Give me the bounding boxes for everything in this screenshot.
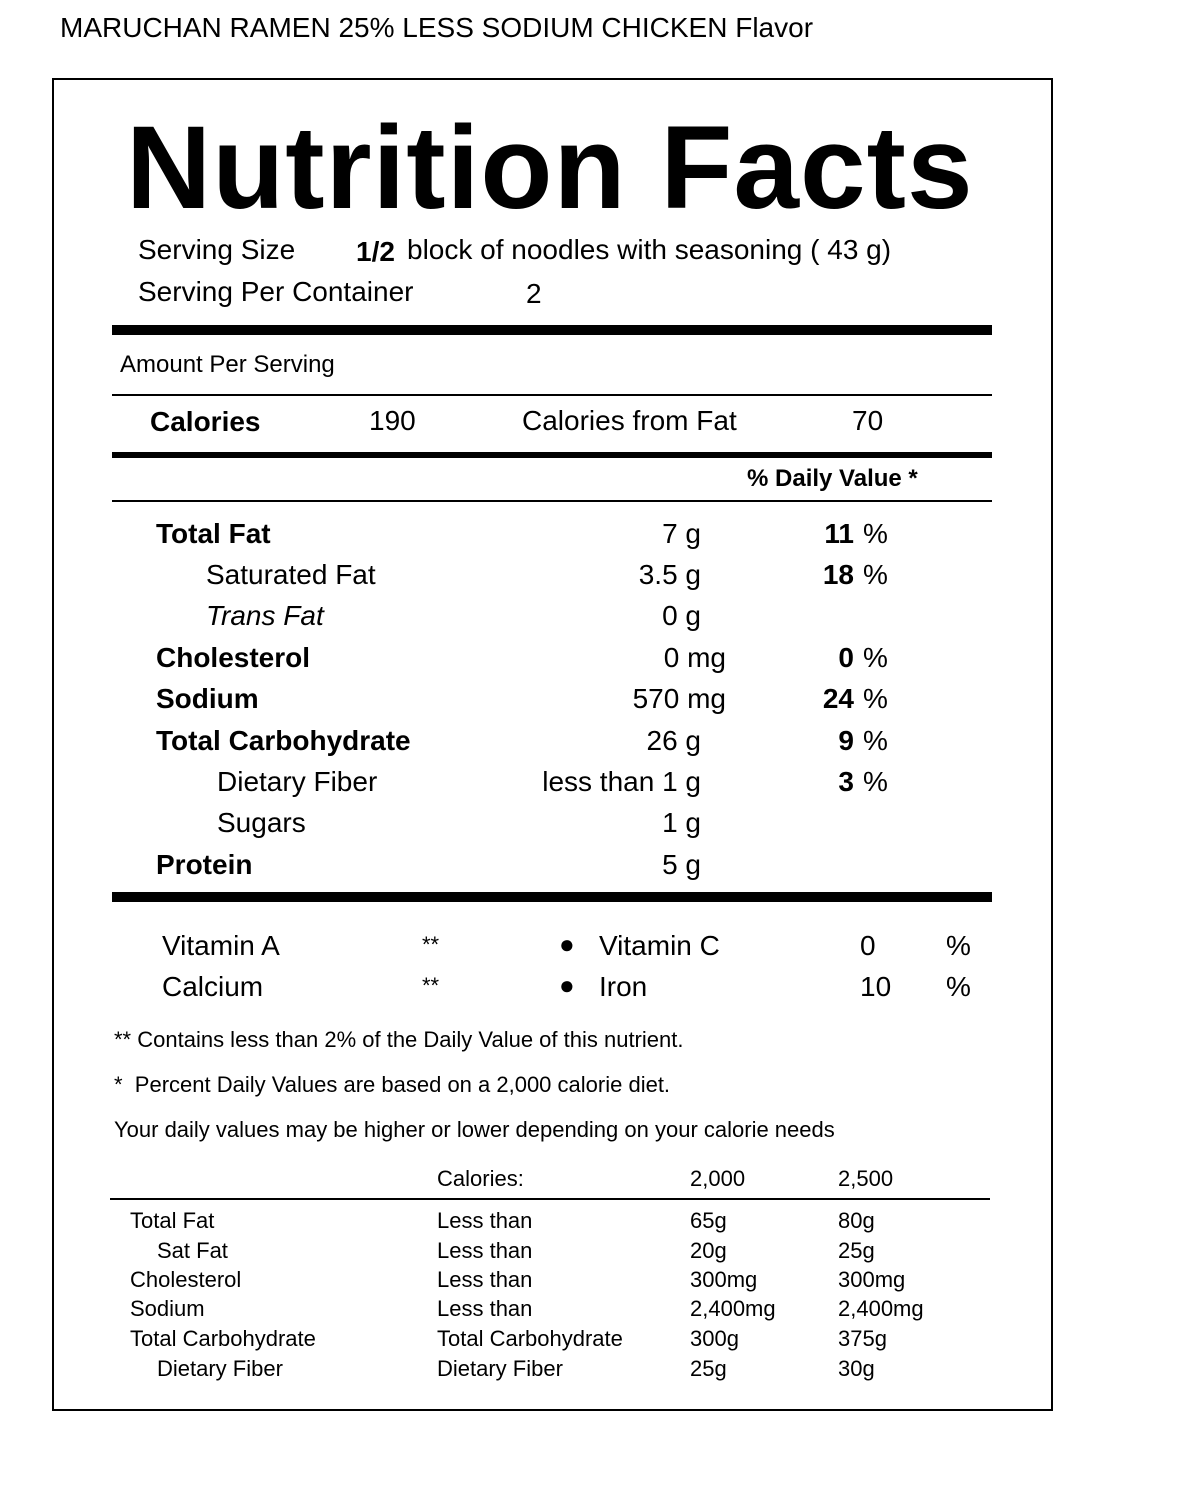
nutrient-name: Saturated Fat xyxy=(206,559,376,590)
nutrient-dv: 0 xyxy=(838,642,854,673)
ref-cell: 2,400mg xyxy=(690,1296,776,1321)
servings-per-container-label: Serving Per Container xyxy=(138,276,414,307)
servings-per-container-value: 2 xyxy=(526,278,542,309)
ref-cell: Less than xyxy=(437,1238,533,1263)
calories-value: 190 xyxy=(369,405,416,436)
serving-size-desc: block of noodles with seasoning ( 43 g) xyxy=(407,234,892,265)
ref-cell: 300mg xyxy=(690,1267,758,1292)
nutrient-amount: 26 g xyxy=(646,725,701,756)
ref-cell: Cholesterol xyxy=(130,1267,242,1292)
nutrient-dv: 11 xyxy=(824,518,854,549)
nutrient-name: Total Carbohydrate xyxy=(156,725,411,756)
ref-cell: 25g xyxy=(690,1356,727,1381)
thick-divider-2 xyxy=(112,892,992,902)
nutrient-amount: 570 mg xyxy=(632,683,726,714)
nutrient-amount: 0 g xyxy=(662,600,701,631)
nutrient-amount: 5 g xyxy=(662,849,701,880)
nutrient-dv-pct: % xyxy=(863,683,888,714)
calories-from-fat-label: Calories from Fat xyxy=(522,405,737,436)
thin-divider-1 xyxy=(112,394,992,396)
vitamin-left-value: ** xyxy=(422,932,440,957)
ref-cell: 300mg xyxy=(838,1267,906,1292)
ref-cell: 20g xyxy=(690,1238,727,1263)
nutrient-amount: less than 1 g xyxy=(542,766,701,797)
footnote: ** Contains less than 2% of the Daily Value of this nutrient. xyxy=(114,1027,684,1052)
vitamin-right-pct: % xyxy=(946,971,971,1002)
nutrient-name: Protein xyxy=(156,849,253,880)
calories-label: Calories xyxy=(150,406,261,437)
vitamin-right-value: 0 xyxy=(860,930,876,961)
footnote: Your daily values may be higher or lower depending on your calorie needs xyxy=(114,1117,835,1142)
nutrient-dv-pct: % xyxy=(863,642,888,673)
daily-value-header: % Daily Value * xyxy=(747,465,918,492)
ref-cell: Dietary Fiber xyxy=(157,1356,283,1381)
ref-cell: Total Carbohydrate xyxy=(130,1326,316,1351)
nutrient-dv: 18 xyxy=(822,559,854,590)
ref-cell: 65g xyxy=(690,1208,727,1233)
vitamin-left-value: ** xyxy=(422,973,440,998)
nutrition-facts-title: Nutrition Facts xyxy=(126,102,974,234)
vitamin-left-name: Calcium xyxy=(162,971,264,1002)
ref-cell: Total Carbohydrate xyxy=(437,1326,623,1351)
ref-cell: 80g xyxy=(838,1208,875,1233)
vitamin-right-pct: % xyxy=(946,930,971,961)
ref-cell: Dietary Fiber xyxy=(437,1356,563,1381)
thick-divider-1 xyxy=(112,325,992,335)
mid-divider-1 xyxy=(112,452,992,458)
ref-cell: 30g xyxy=(838,1356,875,1381)
nutrient-dv: 3 xyxy=(838,766,854,797)
ref-header: Calories: xyxy=(437,1166,524,1191)
nutrient-amount: 7 g xyxy=(662,518,701,549)
nutrient-amount: 1 g xyxy=(662,807,701,838)
nutrient-amount: 0 mg xyxy=(663,642,726,673)
ref-cell: Sat Fat xyxy=(157,1238,228,1263)
calories-from-fat-value: 70 xyxy=(852,405,884,436)
nutrient-name: Cholesterol xyxy=(156,642,311,673)
ref-cell: Less than xyxy=(437,1267,533,1292)
amount-per-serving: Amount Per Serving xyxy=(120,351,335,378)
ref-cell: 300g xyxy=(690,1326,739,1351)
ref-cell: 2,400mg xyxy=(838,1296,924,1321)
nutrient-dv: 24 xyxy=(822,683,854,714)
ref-table-divider xyxy=(110,1198,990,1200)
nutrient-name: Sugars xyxy=(217,807,306,838)
nutrient-name: Sodium xyxy=(156,683,259,714)
nutrient-dv-pct: % xyxy=(863,559,888,590)
ref-cell: Less than xyxy=(437,1208,533,1233)
ref-header: 2,500 xyxy=(838,1166,894,1191)
ref-cell: 375g xyxy=(838,1326,887,1351)
serving-size-amount: 1/2 xyxy=(356,236,395,267)
nutrient-amount: 3.5 g xyxy=(638,559,701,590)
bullet-icon: ● xyxy=(559,970,575,1000)
nutrient-name: Total Fat xyxy=(156,518,271,549)
ref-cell: 25g xyxy=(838,1238,875,1263)
vitamin-right-name: Vitamin C xyxy=(599,930,720,961)
vitamin-left-name: Vitamin A xyxy=(162,930,280,961)
nutrient-dv-pct: % xyxy=(863,725,888,756)
ref-cell: Total Fat xyxy=(130,1208,215,1233)
bullet-icon: ● xyxy=(559,929,575,959)
ref-cell: Less than xyxy=(437,1296,533,1321)
nutrient-dv-pct: % xyxy=(863,518,888,549)
nutrient-name: Trans Fat xyxy=(206,600,324,631)
ref-cell: Sodium xyxy=(130,1296,205,1321)
ref-header: 2,000 xyxy=(690,1166,746,1191)
nutrient-name: Dietary Fiber xyxy=(217,766,378,797)
footnote: * Percent Daily Values are based on a 2,000 calorie diet. xyxy=(114,1072,671,1097)
vitamin-right-value: 10 xyxy=(860,971,892,1002)
product-title: MARUCHAN RAMEN 25% LESS SODIUM CHICKEN Flavor xyxy=(60,12,814,43)
serving-size-label: Serving Size xyxy=(138,234,296,265)
nutrient-dv: 9 xyxy=(838,725,854,756)
vitamin-right-name: Iron xyxy=(599,971,648,1002)
nutrient-dv-pct: % xyxy=(863,766,888,797)
thin-divider-2 xyxy=(112,500,992,502)
